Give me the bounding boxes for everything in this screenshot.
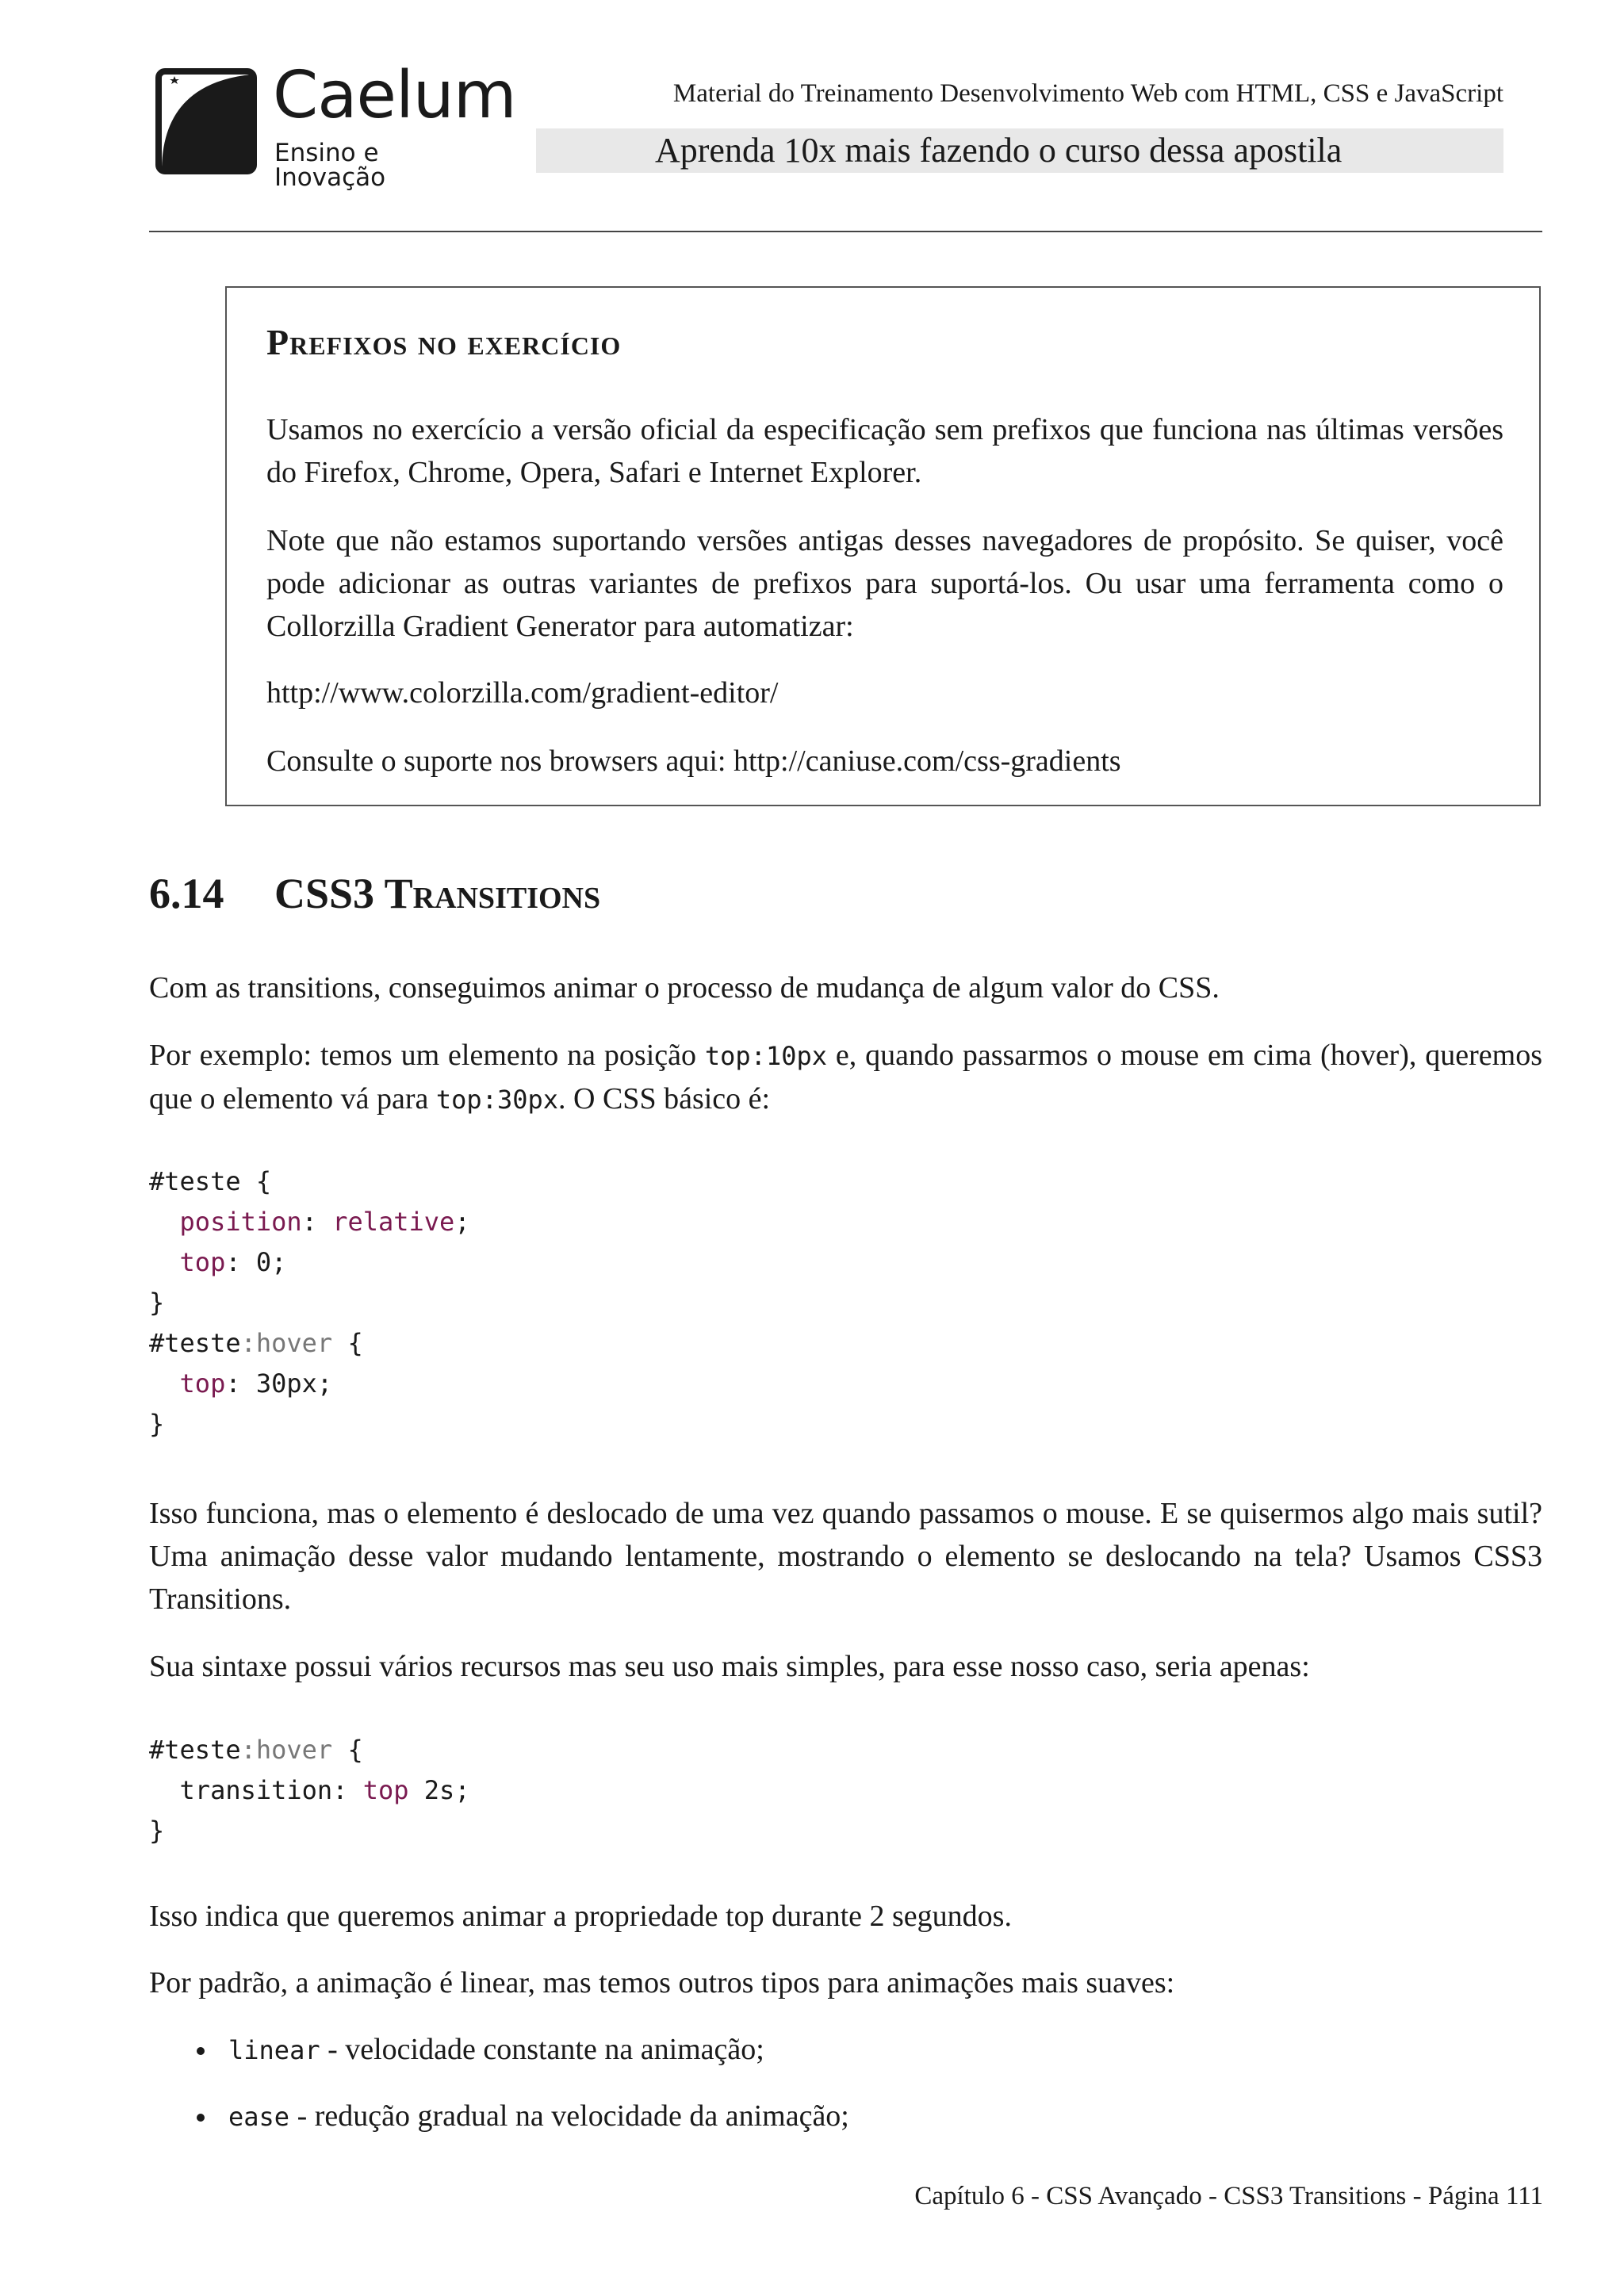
note-box — [225, 286, 1541, 806]
logo-name: Caelum — [273, 58, 516, 133]
inline-code: linear — [228, 2035, 320, 2065]
note-link[interactable]: http://www.colorzilla.com/gradient-editor/ — [266, 676, 779, 710]
bullet-icon — [197, 2047, 205, 2055]
header-material: Material do Treinamento Desenvolvimento Web com HTML, CSS e JavaScript — [672, 79, 1503, 108]
note-consult: Consulte o suporte nos browsers aqui: http://caniuse.com/css-gradients — [266, 744, 1121, 778]
logo-tagline: Ensino e Inovação — [274, 139, 386, 192]
note-paragraph: Usamos no exercício a versão oficial da especificação sem prefixos que funciona nas últimas versões do Firefox, Chrome, Opera, Safari e Internet Explorer. — [266, 413, 1503, 489]
inline-code: top:10px — [704, 1041, 827, 1071]
logo-mark-icon — [155, 68, 257, 174]
caelum-logo — [155, 58, 516, 192]
section-number: 6.14 — [149, 870, 224, 917]
body-paragraph: Por exemplo: temos um elemento na posição top:10px e, quando passarmos o mouse em cima (hover), queremos que o elemento vá para top:30px. O CSS básico é: — [149, 1039, 1542, 1115]
section-title: CSS3 Transitions — [274, 870, 601, 917]
page-footer: Capítulo 6 - CSS Avançado - CSS3 Transitions - Página 111 — [914, 2182, 1543, 2210]
code-block: #teste { position: relative; top: 0; } #teste:hover { top: 30px; } — [149, 1166, 470, 1439]
bullet-icon — [197, 2114, 205, 2122]
inline-code: ease — [228, 2102, 290, 2132]
code-block: #teste:hover { transition: top 2s; } — [149, 1735, 470, 1846]
body-paragraph: Isso funciona, mas o elemento é deslocado de uma vez quando passamos o mouse. E se quisermos algo mais sutil? Uma animação desse valor mudando lentamente, mostrando o elemento se deslocando na tela? Usamos CSS3 Transitions. — [149, 1497, 1542, 1616]
body-paragraph: Isso indica que queremos animar a propriedade top durante 2 segundos. — [149, 1900, 1012, 1933]
note-paragraph: Note que não estamos suportando versões antigas desses navegadores de propósito. Se quiser, você pode adicionar as outras variantes de prefixos para suportá-los. Ou usar uma ferramenta como o Collorzilla Gradient Generator para automatizar: — [266, 524, 1503, 643]
header-banner-text: Aprenda 10x mais fazendo o curso dessa apostila — [655, 131, 1342, 170]
body-paragraph: Com as transitions, conseguimos animar o processo de mudança de algum valor do CSS. — [149, 971, 1220, 1004]
body-paragraph: Sua sintaxe possui vários recursos mas seu uso mais simples, para esse nosso caso, seria apenas: — [149, 1650, 1310, 1683]
header-banner — [536, 128, 1503, 173]
header-divider — [149, 231, 1542, 232]
inline-code: top:30px — [435, 1085, 559, 1115]
body-paragraph: Por padrão, a animação é linear, mas temos outros tipos para animações mais suaves: — [149, 1966, 1175, 1999]
note-title: Prefixos no exercício — [266, 322, 622, 362]
